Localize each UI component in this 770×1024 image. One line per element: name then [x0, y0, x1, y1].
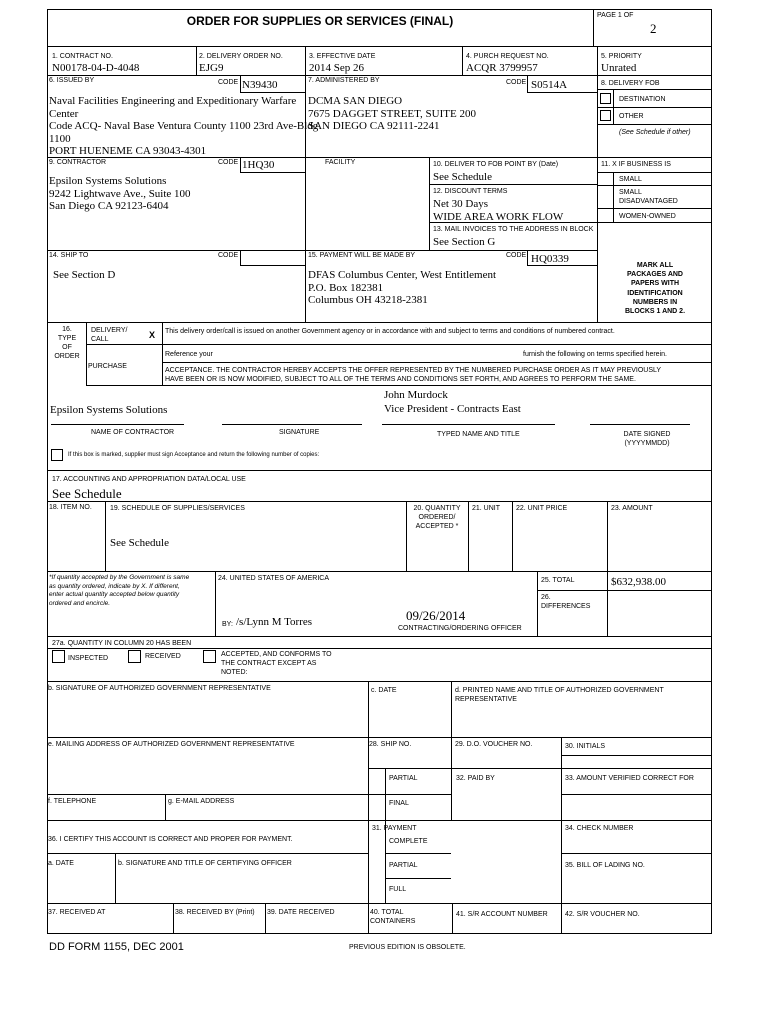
received-at-label: 37. RECEIVED AT	[48, 909, 106, 916]
purch-request-label: 4. PURCH REQUEST NO.	[466, 53, 549, 60]
issued-by-label: 6. ISSUED BY	[49, 77, 95, 84]
payment-complete-label: COMPLETE	[389, 838, 428, 845]
certify-date-label: a. DATE	[48, 860, 74, 867]
delivery-fob-label: 8. DELIVERY FOB	[601, 80, 660, 87]
ship-partial-label: PARTIAL	[389, 775, 418, 782]
bill-of-lading-label: 35. BILL OF LADING NO.	[565, 862, 645, 869]
business-women-checkbox[interactable]	[601, 210, 612, 221]
fob-destination-label: DESTINATION	[619, 96, 666, 103]
gov-rep-date-label: c. DATE	[371, 687, 397, 694]
inspected-checkbox[interactable]	[52, 650, 65, 663]
ship-final-label: FINAL	[389, 800, 409, 807]
total-label: 25. TOTAL	[541, 577, 575, 584]
mail-invoices-value[interactable]: See Section G	[433, 236, 496, 248]
business-women-label: WOMEN-OWNED	[619, 213, 676, 220]
purch-request-value[interactable]: ACQR 3799957	[466, 62, 538, 74]
gov-rep-address-label: e. MAILING ADDRESS OF AUTHORIZED GOVERNMENT REPRESENTATIVE	[48, 741, 295, 748]
business-is-label: 11. X IF BUSINESS IS	[601, 161, 671, 168]
received-label: RECEIVED	[145, 653, 181, 660]
acceptance-statement: ACCEPTANCE. THE CONTRACTOR HEREBY ACCEPTS THE OFFER REPRESENTED BY THE NUMBERED PURCHASE ORDER AS IT MAY PREVIOUSLY HAVE BEEN OR IS NOW MODIFIED, SUBJECT TO ALL OF THE TERMS AND CONDITIONS SET FORTH, AND AGREES TO PERFORM THE SAME.	[165, 367, 662, 383]
issued-by-code[interactable]: N39430	[242, 79, 278, 91]
fob-other-checkbox[interactable]	[600, 110, 611, 121]
differences-label: 26. DIFFERENCES	[541, 594, 591, 610]
email-label: g. E-MAIL ADDRESS	[168, 798, 235, 805]
fob-schedule-note: (See Schedule if other)	[619, 129, 691, 136]
gov-rep-name-label: d. PRINTED NAME AND TITLE OF AUTHORIZED GOVERNMENT REPRESENTATIVE	[455, 687, 664, 703]
accounting-value[interactable]: See Schedule	[52, 486, 122, 501]
date-signed-caption: DATE SIGNED (YYYYMMDD)	[623, 431, 671, 447]
administered-by-code[interactable]: S0514A	[531, 79, 568, 91]
ship-to-value[interactable]: See Section D	[53, 269, 116, 281]
usa-label: 24. UNITED STATES OF AMERICA	[218, 575, 329, 582]
administered-by-address[interactable]: DCMA SAN DIEGO 7675 DAGGET STREET, SUITE 200 SAN DIEGO CA 92111-2241	[308, 95, 476, 132]
contractor-code-label: CODE	[218, 159, 239, 166]
accepted-label: ACCEPTED, AND CONFORMS TO THE CONTRACT EXCEPT AS NOTED:	[221, 651, 332, 676]
certify-account-label: 36. I CERTIFY THIS ACCOUNT IS CORRECT AND PROPER FOR PAYMENT.	[48, 836, 293, 843]
delivery-call-mark[interactable]: X	[149, 330, 156, 340]
typed-title-value[interactable]: Vice President - Contracts East	[384, 403, 521, 415]
effective-date-label: 3. EFFECTIVE DATE	[309, 53, 376, 60]
business-small-checkbox[interactable]	[601, 173, 612, 184]
discount-terms-value[interactable]: Net 30 Days WIDE AREA WORK FLOW	[433, 198, 564, 223]
deliver-fob-label: 10. DELIVER TO FOB POINT BY (Date)	[433, 161, 559, 168]
purchase-label: PURCHASE	[88, 363, 127, 370]
amount-verified-label: 33. AMOUNT VERIFIED CORRECT FOR	[565, 775, 694, 782]
quantity-has-been-label: 27a. QUANTITY IN COLUMN 20 HAS BEEN	[52, 640, 192, 647]
payment-by-code[interactable]: HQ0339	[531, 253, 569, 265]
contractor-label: 9. CONTRACTOR	[49, 159, 107, 166]
contracting-officer-signature[interactable]: /s/Lynn M Torres	[236, 616, 313, 628]
business-sdb-checkbox[interactable]	[601, 190, 612, 201]
certifying-officer-label: b. SIGNATURE AND TITLE OF CERTIFYING OFFICER	[118, 860, 292, 867]
contracting-officer-date[interactable]: 09/26/2014	[406, 608, 466, 623]
issued-by-code-label: CODE	[218, 79, 239, 86]
schedule-header: 19. SCHEDULE OF SUPPLIES/SERVICES	[110, 505, 245, 512]
page-of-label: PAGE 1 OF	[597, 12, 634, 19]
reference-your-label: Reference your	[165, 351, 213, 358]
typed-name-title-caption: TYPED NAME AND TITLE	[437, 431, 520, 438]
name-of-contractor-caption: NAME OF CONTRACTOR	[91, 429, 175, 436]
priority-label: 5. PRIORITY	[601, 53, 642, 60]
delivery-order-value[interactable]: EJG9	[199, 62, 224, 74]
by-label: BY:	[222, 621, 233, 628]
paid-by-label: 32. PAID BY	[456, 775, 495, 782]
delivery-order-statement: This delivery order/call is issued on another Government agency or in accordance with and subject to terms and conditions of numbered contract.	[165, 328, 615, 335]
fob-destination-checkbox[interactable]	[600, 93, 611, 104]
type-of-order-label: 16. TYPE OF ORDER	[54, 326, 80, 360]
delivery-call-label: DELIVERY/ CALL	[91, 327, 128, 343]
discount-terms-label: 12. DISCOUNT TERMS	[433, 188, 508, 195]
initials-label: 30. INITIALS	[565, 743, 606, 750]
furnish-label: furnish the following on terms specified herein.	[523, 351, 667, 358]
facility-label: FACILITY	[325, 159, 356, 166]
issued-by-address[interactable]: Naval Facilities Engineering and Expeditionary Warfare Center Code ACQ- Naval Base Ventura County 1100 23rd Ave-Bldg 1100 PORT HUENEME CA 93043-4301	[49, 95, 319, 157]
administered-by-code-label: CODE	[506, 79, 527, 86]
payment-by-code-label: CODE	[506, 252, 527, 259]
payment-partial-label: PARTIAL	[389, 862, 418, 869]
supplier-sign-checkbox[interactable]	[51, 449, 63, 461]
contract-no-label: 1. CONTRACT NO.	[52, 53, 113, 60]
mark-all-packages-note: MARK ALL PACKAGES AND PAPERS WITH IDENTIFICATION NUMBERS IN BLOCKS 1 AND 2.	[624, 262, 686, 316]
priority-value[interactable]: Unrated	[601, 62, 637, 74]
quantity-header: 20. QUANTITY ORDERED/ ACCEPTED *	[413, 505, 461, 530]
administered-by-label: 7. ADMINISTERED BY	[308, 77, 380, 84]
item-no-header: 18. ITEM NO.	[49, 504, 92, 511]
page-of-value: 2	[650, 21, 657, 36]
quantity-footnote: *If quantity accepted by the Government is same as quantity ordered, indicate by X. If different, enter actual quantity accepted below quantity ordered and encircle.	[49, 574, 190, 607]
sr-account-label: 41. S/R ACCOUNT NUMBER	[456, 911, 548, 918]
accounting-label: 17. ACCOUNTING AND APPROPRIATION DATA/LOCAL USE	[52, 476, 246, 483]
total-value[interactable]: $632,938.00	[611, 576, 666, 588]
fob-other-label: OTHER	[619, 113, 644, 120]
received-checkbox[interactable]	[128, 650, 141, 663]
effective-date-value[interactable]: 2014 Sep 26	[309, 62, 364, 74]
contractor-address[interactable]: Epsilon Systems Solutions 9242 Lightwave Ave., Suite 100 San Diego CA 92123-6404	[49, 175, 191, 212]
payment-full-label: FULL	[389, 886, 407, 893]
payment-label: 31. PAYMENT	[372, 825, 417, 832]
telephone-label: f. TELEPHONE	[48, 798, 97, 805]
contract-no-value[interactable]: N00178-04-D-4048	[52, 62, 140, 74]
check-number-label: 34. CHECK NUMBER	[565, 825, 634, 832]
form-number: DD FORM 1155, DEC 2001	[49, 941, 184, 953]
date-received-label: 39. DATE RECEIVED	[267, 909, 335, 916]
typed-name-value[interactable]: John Murdock	[384, 389, 448, 401]
supplier-sign-note: If this box is marked, supplier must sign Acceptance and return the following number of copies:	[68, 452, 320, 458]
ship-to-label: 14. SHIP TO	[49, 252, 89, 259]
previous-edition-note: PREVIOUS EDITION IS OBSOLETE.	[349, 944, 466, 951]
inspected-label: INSPECTED	[68, 655, 109, 662]
amount-header: 23. AMOUNT	[611, 505, 653, 512]
unit-header: 21. UNIT	[472, 505, 501, 512]
gov-rep-signature-label: b. SIGNATURE OF AUTHORIZED GOVERNMENT REPRESENTATIVE	[48, 685, 271, 692]
sr-voucher-label: 42. S/R VOUCHER NO.	[565, 911, 640, 918]
payment-by-label: 15. PAYMENT WILL BE MADE BY	[308, 252, 416, 259]
signature-caption: SIGNATURE	[279, 429, 320, 436]
deliver-fob-value[interactable]: See Schedule	[433, 171, 492, 183]
ship-no-label: 28. SHIP NO.	[369, 741, 412, 748]
contracting-officer-caption: CONTRACTING/ORDERING OFFICER	[398, 625, 522, 632]
business-small-label: SMALL	[619, 176, 642, 183]
ship-to-code-label: CODE	[218, 252, 239, 259]
voucher-no-label: 29. D.O. VOUCHER NO.	[455, 741, 533, 748]
delivery-order-label: 2. DELIVERY ORDER NO.	[199, 53, 283, 60]
total-containers-label: 40. TOTAL CONTAINERS	[370, 909, 416, 925]
accepted-checkbox[interactable]	[203, 650, 216, 663]
received-by-label: 38. RECEIVED BY (Print)	[175, 909, 255, 916]
unit-price-header: 22. UNIT PRICE	[516, 505, 568, 512]
mail-invoices-label: 13. MAIL INVOICES TO THE ADDRESS IN BLOCK	[433, 226, 594, 233]
business-sdb-label: SMALL DISADVANTAGED	[619, 189, 678, 205]
contractor-name-value[interactable]: Epsilon Systems Solutions	[50, 404, 168, 416]
payment-by-address[interactable]: DFAS Columbus Center, West Entitlement P.O. Box 182381 Columbus OH 43218-2381	[308, 269, 497, 306]
schedule-value[interactable]: See Schedule	[110, 537, 169, 549]
form-title: ORDER FOR SUPPLIES OR SERVICES (FINAL)	[186, 14, 454, 28]
contractor-code[interactable]: 1HQ30	[242, 159, 275, 171]
